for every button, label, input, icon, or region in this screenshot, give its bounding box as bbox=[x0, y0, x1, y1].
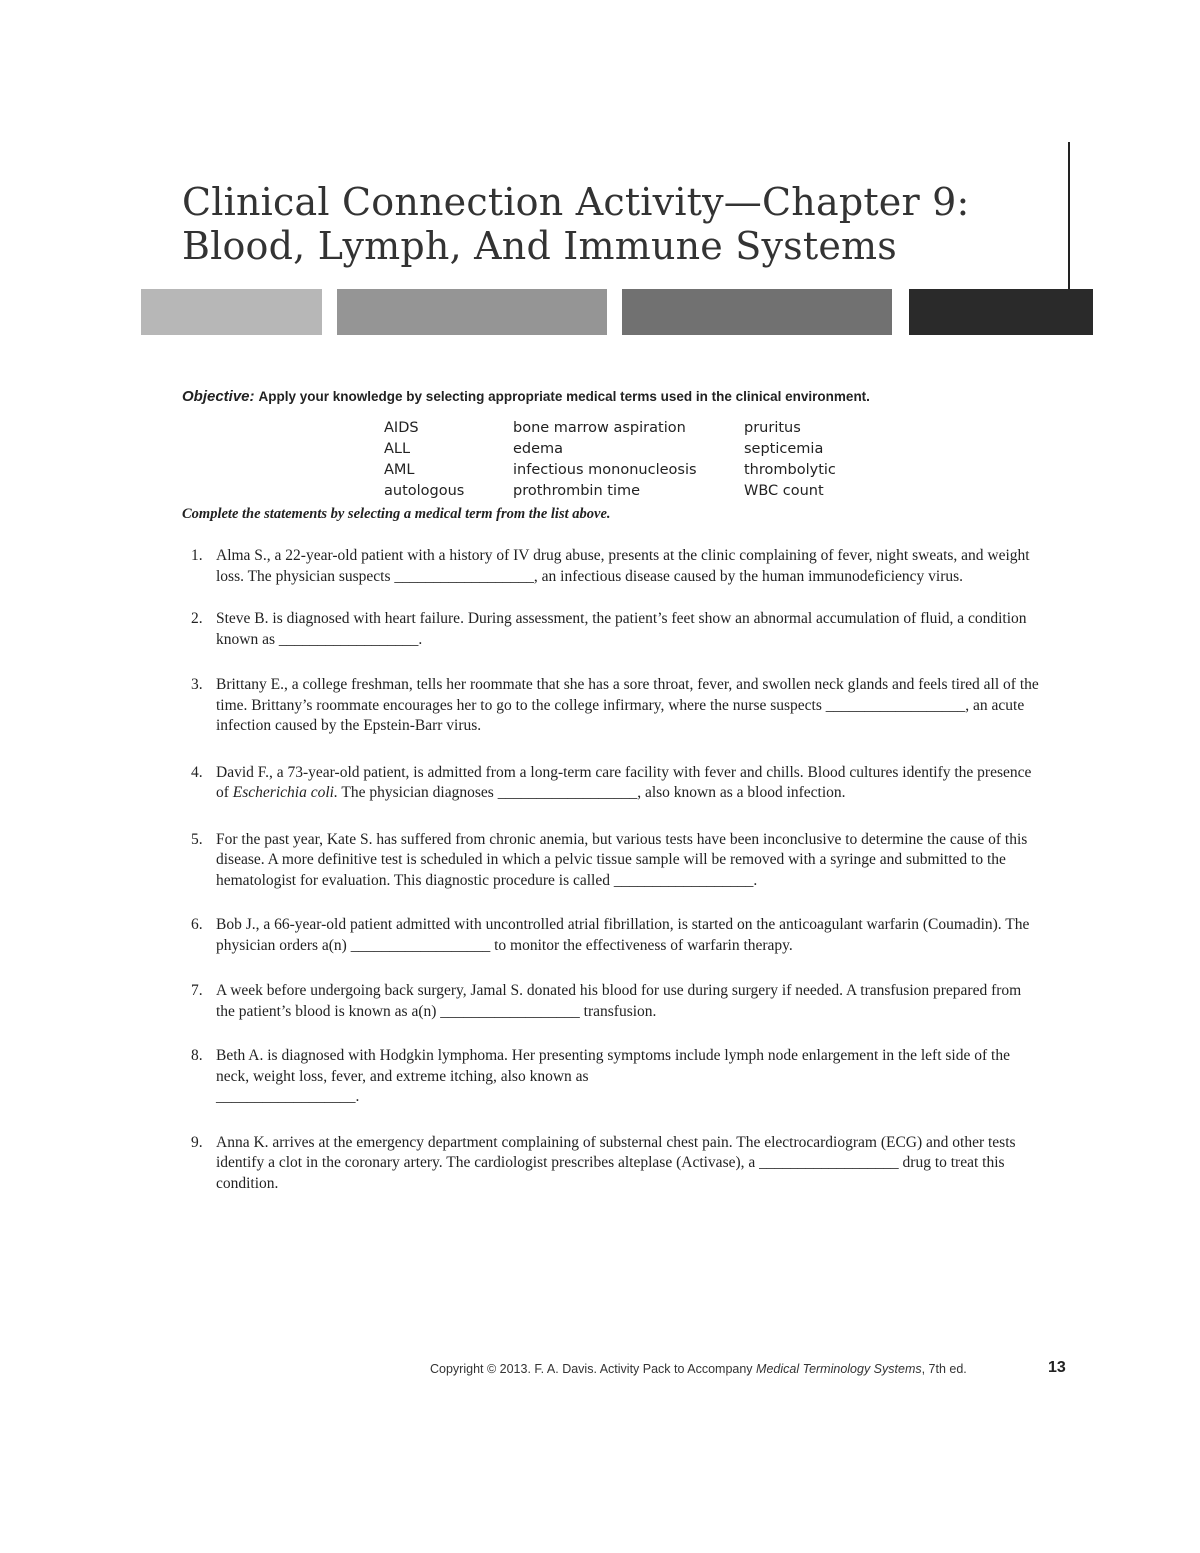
objective-label: Objective: bbox=[182, 388, 255, 405]
question-text-end: , an acute infection caused by the Epstein-Barr virus. bbox=[216, 696, 1025, 734]
question-list bbox=[182, 546, 1042, 1194]
question-number: 4. bbox=[191, 763, 203, 781]
copyright-footer bbox=[430, 1362, 967, 1376]
question-number: 8. bbox=[191, 1047, 203, 1064]
question-number: 3. bbox=[191, 676, 203, 693]
question-text: Brittany E., a college freshman, tells her roommate that she has a sore throat, fever, and swollen neck glands and feels tired all of the time. Brittany’s roommate encourages her to go to the college infirmary, where the nurse suspects bbox=[216, 676, 1039, 714]
term-item: infectious mononucleosis bbox=[513, 462, 697, 478]
term-item: ALL bbox=[384, 441, 411, 457]
edition-text: , 7th ed. bbox=[921, 1362, 967, 1376]
term-item: thrombolytic bbox=[744, 462, 836, 478]
term-item: AML bbox=[384, 462, 415, 478]
page-title bbox=[182, 180, 970, 268]
question-number: 9. bbox=[191, 1133, 203, 1151]
question-7 bbox=[182, 981, 1042, 1022]
term-item: bone marrow aspiration bbox=[513, 420, 686, 436]
question-text-end: . bbox=[355, 1088, 360, 1105]
answer-blank: __________________ bbox=[216, 1088, 356, 1105]
question-text-end: to monitor the effectiveness of warfarin therapy. bbox=[490, 936, 793, 954]
instruction: Complete the statements by selecting a medical term from the list above. bbox=[182, 506, 611, 522]
term-column-2 bbox=[513, 418, 697, 502]
question-text: Beth A. is diagnosed with Hodgkin lymphoma. Her presenting symptoms include lymph node enlargement in the left side of the neck, weight loss, fever, and extreme itching, also known as bbox=[216, 1047, 1010, 1085]
question-text: A week before undergoing back surgery, Jamal S. donated his blood for use during surgery if needed. A transfusion prepared from the patient’s blood is known as a(n) bbox=[216, 982, 1022, 1020]
answer-blank: __________________ bbox=[497, 784, 638, 801]
book-title: Medical Terminology Systems bbox=[756, 1362, 922, 1376]
objective-text: Apply your knowledge by selecting appropriate medical terms used in the clinical environment. bbox=[258, 389, 870, 404]
question-8 bbox=[182, 1046, 1042, 1108]
question-text-end: , also known as a blood infection. bbox=[637, 784, 846, 801]
question-1 bbox=[182, 546, 1042, 587]
question-text-end: transfusion. bbox=[579, 1002, 657, 1020]
copyright-text: Copyright © 2013. F. A. Davis. Activity Pack to Accompany bbox=[430, 1362, 757, 1376]
term-item: WBC count bbox=[744, 483, 824, 499]
question-number: 1. bbox=[191, 547, 203, 564]
question-6 bbox=[182, 915, 1042, 956]
decorative-bars bbox=[0, 289, 1200, 335]
title-line-2: Blood, Lymph, And Immune Systems bbox=[182, 224, 897, 268]
term-item: pruritus bbox=[744, 420, 801, 436]
question-text: Anna K. arrives at the emergency department complaining of substernal chest pain. The electrocardiogram (ECG) and other tests identify a clot in the coronary artery. The cardiologist prescribes alteplase (Activase), a bbox=[216, 1133, 1016, 1171]
term-item: septicemia bbox=[744, 441, 824, 457]
term-item: AIDS bbox=[384, 420, 419, 436]
term-item: edema bbox=[513, 441, 564, 457]
question-text-end: . bbox=[418, 630, 423, 648]
answer-blank: __________________ bbox=[394, 567, 534, 585]
term-column-3 bbox=[744, 418, 836, 502]
question-number: 7. bbox=[191, 982, 203, 999]
question-text: Alma S., a 22-year-old patient with a history of IV drug abuse, presents at the clinic complaining of fever, night sweats, and weight loss. The physician suspects bbox=[216, 547, 1030, 585]
term-column-1 bbox=[384, 418, 464, 502]
question-number: 6. bbox=[191, 916, 203, 933]
decorative-bar-darkest bbox=[909, 289, 1093, 335]
question-text: For the past year, Kate S. has suffered from chronic anemia, but various tests have been inconclusive to determine the cause of this disease. A more definitive test is scheduled in which a pelvic tissue sample will be removed with a syringe and submitted to the hematologist for evaluation. This diagnostic procedure is called bbox=[216, 830, 1028, 889]
question-text-end: . bbox=[753, 871, 758, 889]
question-text: Steve B. is diagnosed with heart failure. During assessment, the patient’s feet show an abnormal accumulation of fluid, a condition known as bbox=[216, 610, 1027, 648]
question-3 bbox=[182, 675, 1042, 737]
objective bbox=[182, 388, 870, 405]
answer-blank: __________________ bbox=[278, 630, 419, 648]
answer-blank: __________________ bbox=[350, 936, 491, 954]
decorative-bar-medium bbox=[337, 289, 607, 335]
decorative-bar-dark bbox=[622, 289, 892, 335]
question-text: Bob J., a 66-year-old patient admitted with uncontrolled atrial fibrillation, is started on the anticoagulant warfarin (Coumadin). The physician orders a(n) bbox=[216, 916, 1030, 954]
header-vertical-rule bbox=[1068, 142, 1070, 292]
title-line-1: Clinical Connection Activity—Chapter 9: bbox=[182, 180, 970, 224]
term-item: autologous bbox=[384, 483, 465, 499]
decorative-bar-light bbox=[141, 289, 322, 335]
question-number: 2. bbox=[191, 610, 203, 627]
question-text: David F., a 73-year-old patient, is admitted from a long-term care facility with fever and chills. Blood cultures identify the presence of bbox=[216, 763, 1032, 801]
question-text-middle: The physician diagnoses bbox=[337, 784, 498, 801]
answer-blank: __________________ bbox=[440, 1002, 580, 1020]
question-2 bbox=[182, 609, 1042, 650]
question-text-end: drug to treat this condition. bbox=[216, 1154, 1005, 1192]
question-number: 5. bbox=[191, 830, 203, 848]
question-9 bbox=[182, 1133, 1042, 1195]
question-5 bbox=[182, 830, 1042, 892]
answer-blank: __________________ bbox=[613, 871, 754, 889]
term-item: prothrombin time bbox=[513, 483, 641, 499]
page-number: 13 bbox=[1048, 1359, 1066, 1376]
question-text-end: , an infectious disease caused by the human immunodeficiency virus. bbox=[533, 567, 964, 585]
question-4 bbox=[182, 763, 1042, 804]
answer-blank: __________________ bbox=[759, 1154, 899, 1171]
organism-name: Escherichia coli. bbox=[232, 784, 338, 801]
answer-blank: __________________ bbox=[825, 696, 966, 714]
